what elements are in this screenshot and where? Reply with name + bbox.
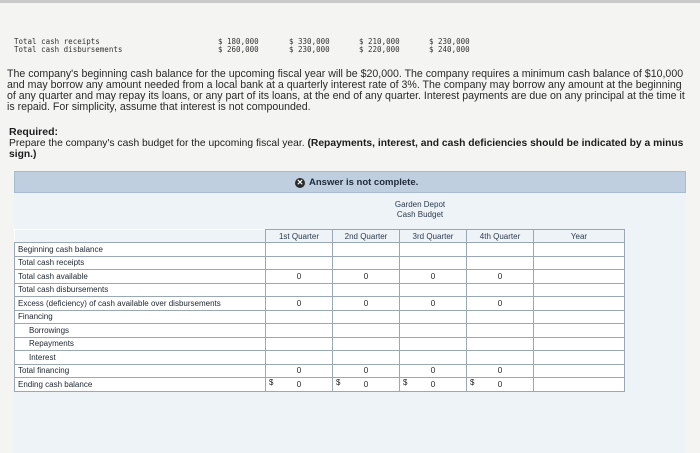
- cell-value: 0: [363, 298, 369, 308]
- header-blank: [15, 230, 266, 243]
- budget-input-cell[interactable]: [467, 310, 534, 324]
- row-label: Total financing: [15, 364, 266, 378]
- budget-input-cell[interactable]: [333, 243, 400, 257]
- col-year: Year: [534, 230, 625, 243]
- cell-value: 0: [363, 366, 369, 376]
- receipts-q3: $ 210,000: [359, 37, 400, 46]
- budget-input-cell[interactable]: [333, 324, 400, 338]
- budget-input-cell[interactable]: [467, 243, 534, 257]
- budget-header: [254, 200, 586, 220]
- receipts-label: Total cash receipts: [14, 37, 100, 46]
- budget-input-cell[interactable]: [333, 351, 400, 365]
- table-row: [15, 243, 625, 257]
- currency-symbol: $: [470, 378, 475, 387]
- col-q1: 1st Quarter: [266, 230, 333, 243]
- budget-input-cell[interactable]: [400, 283, 467, 297]
- disbursements-q2: $ 230,000: [289, 45, 330, 54]
- budget-input-cell[interactable]: [467, 351, 534, 365]
- receipts-q2: $ 330,000: [289, 37, 330, 46]
- cell-value: 0: [430, 379, 436, 389]
- budget-input-cell[interactable]: [400, 364, 467, 378]
- row-label: Total cash receipts: [15, 256, 266, 270]
- budget-input-cell[interactable]: [400, 351, 467, 365]
- table-row: [15, 324, 625, 338]
- row-label: Beginning cash balance: [15, 243, 266, 257]
- receipts-q1: $ 180,000: [218, 37, 259, 46]
- cell-value: 0: [430, 271, 436, 281]
- column-header-row: [15, 230, 625, 243]
- cell-value: 0: [296, 298, 302, 308]
- receipts-q4: $ 230,000: [429, 37, 470, 46]
- required-instructions: [9, 138, 689, 160]
- table-row: [15, 378, 625, 392]
- budget-input-cell[interactable]: [400, 256, 467, 270]
- budget-input-cell[interactable]: [534, 337, 625, 351]
- row-label: Excess (deficiency) of cash available over disbursements: [15, 297, 266, 311]
- budget-input-cell[interactable]: [467, 270, 534, 284]
- table-row: [15, 364, 625, 378]
- budget-input-cell[interactable]: [333, 378, 400, 392]
- budget-input-cell[interactable]: [333, 256, 400, 270]
- cell-value: 0: [363, 271, 369, 281]
- budget-input-cell[interactable]: [534, 270, 625, 284]
- budget-input-cell[interactable]: [534, 378, 625, 392]
- row-label: Repayments: [15, 337, 266, 351]
- cell-value: 0: [430, 298, 436, 308]
- budget-input-cell[interactable]: [333, 297, 400, 311]
- cell-value: 0: [296, 379, 302, 389]
- answer-status-banner: [14, 171, 686, 193]
- cell-value: 0: [497, 366, 503, 376]
- currency-symbol: $: [336, 378, 341, 387]
- budget-input-cell[interactable]: [534, 364, 625, 378]
- budget-input-cell[interactable]: [467, 256, 534, 270]
- budget-input-cell[interactable]: [266, 283, 333, 297]
- cell-value: 0: [497, 379, 503, 389]
- table-row: [15, 310, 625, 324]
- table-row: [15, 297, 625, 311]
- answer-status-text: Answer is not complete.: [309, 177, 419, 188]
- table-row: [15, 351, 625, 365]
- table-row: [15, 256, 625, 270]
- disbursements-label: Total cash disbursements: [14, 45, 123, 54]
- currency-symbol: $: [269, 378, 274, 387]
- budget-input-cell[interactable]: [266, 310, 333, 324]
- cell-value: 0: [497, 271, 503, 281]
- required-text: Prepare the company's cash budget for the upcoming fiscal year.: [9, 138, 305, 149]
- budget-input-cell[interactable]: [467, 324, 534, 338]
- budget-input-cell[interactable]: [333, 337, 400, 351]
- x-circle-icon: ✕: [296, 177, 304, 187]
- cell-value: 0: [363, 379, 369, 389]
- row-label: Financing: [15, 310, 266, 324]
- budget-input-cell[interactable]: [400, 337, 467, 351]
- budget-input-cell[interactable]: [333, 310, 400, 324]
- problem-description: The company's beginning cash balance for the upcoming fiscal year will be $20,000. The company requires a minimum cash balance of $10,000 and may borrow any amount needed from a local bank at a quarterly interest rate of 3%. The company may borrow any amount at the beginning of any quarter and may repay its loans, or any part of its loans, at the end of any quarter. Interest payments are due on any principal at the time it is repaid. For simplicity, assume that interest is not compounded.: [7, 68, 685, 113]
- budget-input-cell[interactable]: [333, 270, 400, 284]
- cash-budget-table: [14, 229, 625, 392]
- budget-input-cell[interactable]: [266, 364, 333, 378]
- budget-input-cell[interactable]: [266, 337, 333, 351]
- budget-input-cell[interactable]: [400, 297, 467, 311]
- row-label: Borrowings: [15, 324, 266, 338]
- budget-input-cell[interactable]: [467, 337, 534, 351]
- budget-input-cell[interactable]: [266, 243, 333, 257]
- required-note: (Repayments, interest, and cash deficiencies should be indicated by a minus sign.): [9, 138, 684, 160]
- budget-input-cell[interactable]: [467, 364, 534, 378]
- budget-input-cell[interactable]: [266, 351, 333, 365]
- budget-input-cell[interactable]: [534, 310, 625, 324]
- budget-input-cell[interactable]: [266, 297, 333, 311]
- col-q4: 4th Quarter: [467, 230, 534, 243]
- budget-input-cell[interactable]: [333, 364, 400, 378]
- cell-value: 0: [430, 366, 436, 376]
- budget-input-cell[interactable]: [266, 270, 333, 284]
- budget-input-cell[interactable]: [400, 270, 467, 284]
- budget-input-cell[interactable]: [266, 256, 333, 270]
- company-name: Garden Depot: [394, 200, 446, 209]
- col-q2: 2nd Quarter: [333, 230, 400, 243]
- required-title: Required:: [9, 126, 59, 138]
- cell-value: 0: [497, 298, 503, 308]
- budget-title: Cash Budget: [396, 210, 444, 219]
- budget-input-cell[interactable]: [400, 243, 467, 257]
- cell-value: 0: [296, 366, 302, 376]
- row-label: Total cash available: [15, 270, 266, 284]
- disbursements-q4: $ 240,000: [429, 45, 470, 54]
- budget-input-cell[interactable]: [400, 310, 467, 324]
- disbursements-q1: $ 260,000: [218, 45, 259, 54]
- budget-input-cell[interactable]: [266, 324, 333, 338]
- row-label: Total cash disbursements: [15, 283, 266, 297]
- budget-input-cell[interactable]: [534, 351, 625, 365]
- budget-input-cell[interactable]: [467, 283, 534, 297]
- row-label: Interest: [15, 351, 266, 365]
- budget-input-cell[interactable]: [400, 378, 467, 392]
- budget-input-cell[interactable]: [534, 243, 625, 257]
- disbursements-q3: $ 220,000: [359, 45, 400, 54]
- budget-input-cell[interactable]: [534, 283, 625, 297]
- budget-input-cell[interactable]: [467, 378, 534, 392]
- currency-symbol: $: [403, 378, 408, 387]
- table-row: [15, 270, 625, 284]
- top-border: [0, 0, 700, 3]
- cell-value: 0: [296, 271, 302, 281]
- budget-input-cell[interactable]: [266, 378, 333, 392]
- budget-input-cell[interactable]: [534, 297, 625, 311]
- budget-input-cell[interactable]: [400, 324, 467, 338]
- budget-input-cell[interactable]: [534, 324, 625, 338]
- table-row: [15, 337, 625, 351]
- budget-input-cell[interactable]: [467, 297, 534, 311]
- table-row: [15, 283, 625, 297]
- row-label: Ending cash balance: [15, 378, 266, 392]
- budget-input-cell[interactable]: [333, 283, 400, 297]
- budget-input-cell[interactable]: [534, 256, 625, 270]
- col-q3: 3rd Quarter: [400, 230, 467, 243]
